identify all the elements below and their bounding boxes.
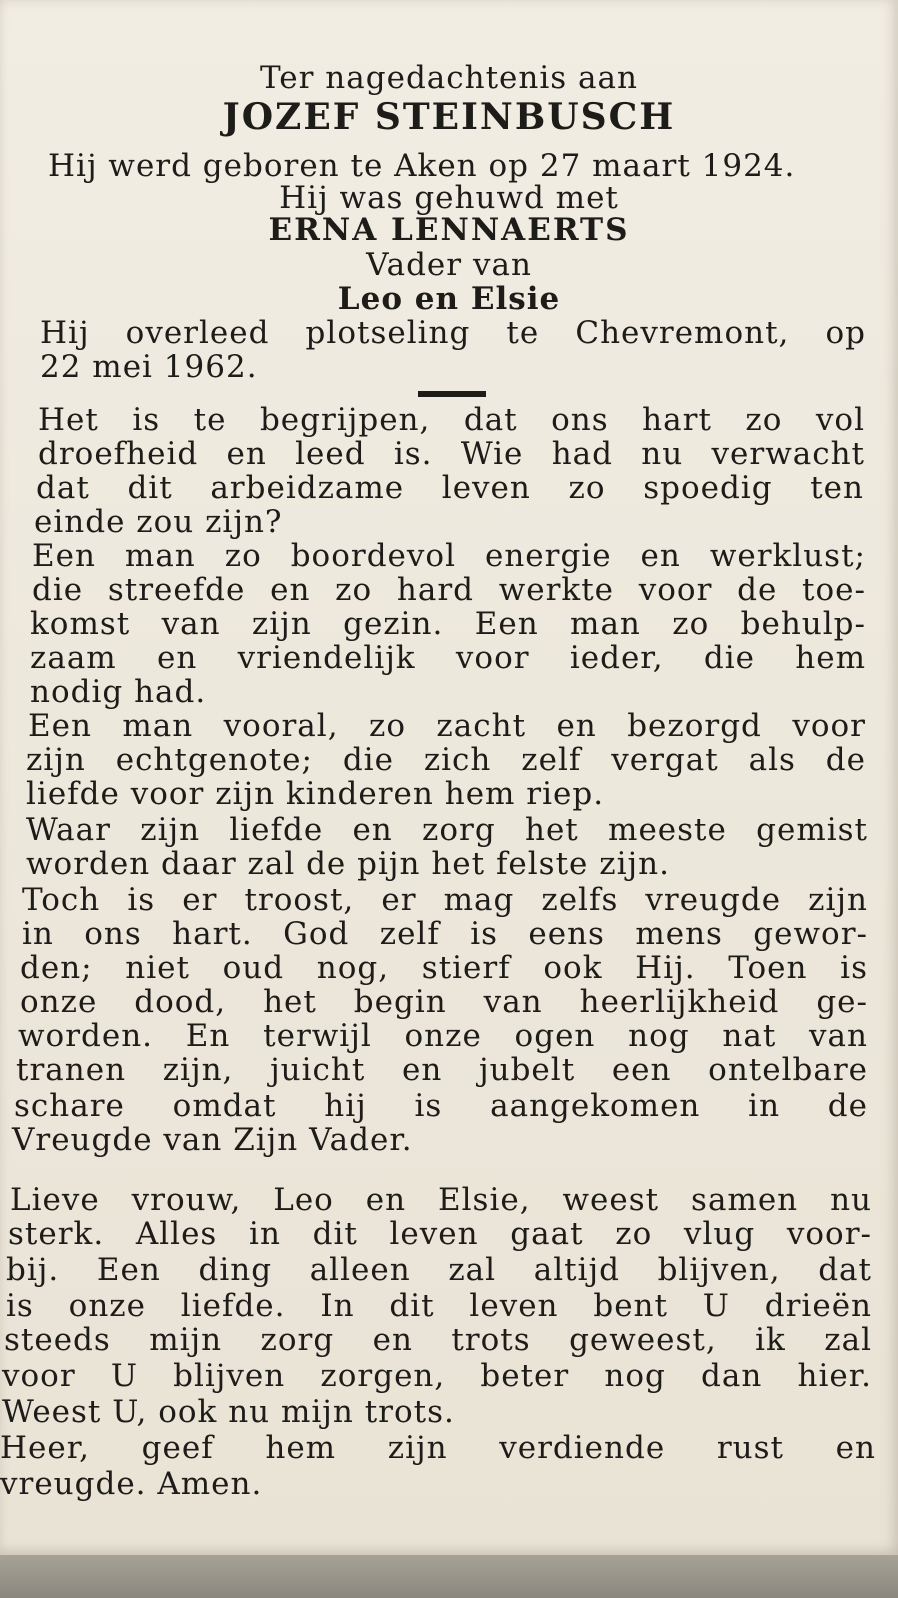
body-line: Een man zo boordevol energie en werklust;	[32, 538, 866, 574]
body-line: Vreugde van Zijn Vader.	[12, 1122, 413, 1158]
death-line-1: Hij overleed plotseling te Chevremont, op	[40, 315, 866, 351]
children-names: Leo en Elsie	[337, 281, 561, 317]
body-line: Weest U, ook nu mijn trots.	[2, 1394, 455, 1430]
body-line: Een man vooral, zo zacht en bezorgd voor	[28, 708, 866, 744]
body-line: einde zou zijn?	[34, 504, 283, 540]
body-line: bij. Een ding alleen zal altijd blijven, dat	[6, 1252, 872, 1288]
father-of-line: Vader van	[366, 247, 532, 283]
body-line: liefde voor zijn kinderen hem riep.	[26, 776, 605, 812]
body-line: steeds mijn zorg en trots geweest, ik zal	[4, 1322, 872, 1358]
body-line: sterk. Alles in dit leven gaat zo vlug voor-	[8, 1216, 872, 1252]
body-line: zijn echtgenote; die zich zelf vergat als de	[26, 742, 866, 778]
body-line: den; niet oud nog, stierf ook Hij. Toen is	[20, 950, 868, 986]
body-line: worden. En terwijl onze ogen nog nat van	[18, 1018, 868, 1054]
body-line: worden daar zal de pijn het felste zijn.	[26, 846, 670, 882]
body-line: Het is te begrijpen, dat ons hart zo vol	[38, 402, 865, 438]
body-line: Heer, geef hem zijn verdiende rust en	[0, 1430, 876, 1466]
body-line: die streefde en zo hard werkte voor de toe-	[32, 572, 866, 608]
body-line: vreugde. Amen.	[0, 1466, 263, 1502]
spouse-name: ERNA LENNAERTS	[268, 212, 630, 248]
body-line: voor U blijven zorgen, beter nog dan hier.	[2, 1358, 872, 1394]
body-line: nodig had.	[30, 674, 207, 710]
body-line: Toch is er troost, er mag zelfs vreugde zijn	[22, 882, 868, 918]
body-line: dat dit arbeidzame leven zo spoedig ten	[36, 470, 864, 506]
birth-line: Hij werd geboren te Aken op 27 maart 1924.	[48, 148, 796, 184]
body-line: droefheid en leed is. Wie had nu verwacht	[38, 436, 865, 472]
deceased-name: JOZEF STEINBUSCH	[222, 96, 676, 138]
body-line: onze dood, het begin van heerlijkheid ge-	[20, 984, 868, 1020]
body-line: in ons hart. God zelf is eens mens gewor-	[22, 916, 868, 952]
body-line: Waar zijn liefde en zorg het meeste gemist	[26, 812, 868, 848]
in-memory-of-heading: Ter nagedachtenis aan	[260, 60, 638, 96]
divider-rule	[418, 391, 486, 397]
body-line: komst van zijn gezin. Een man zo behulp-	[30, 606, 866, 642]
body-line: schare omdat hij is aangekomen in de	[14, 1088, 868, 1124]
background-strip	[0, 1555, 898, 1598]
body-line: Lieve vrouw, Leo en Elsie, weest samen nu	[10, 1182, 872, 1218]
body-line: is onze liefde. In dit leven bent U drieën	[6, 1288, 872, 1324]
body-line: tranen zijn, juicht en jubelt een ontelbare	[16, 1052, 868, 1088]
death-line-2: 22 mei 1962.	[40, 349, 258, 385]
body-line: zaam en vriendelijk voor ieder, die hem	[30, 640, 866, 676]
married-intro: Hij was gehuwd met	[279, 180, 619, 216]
